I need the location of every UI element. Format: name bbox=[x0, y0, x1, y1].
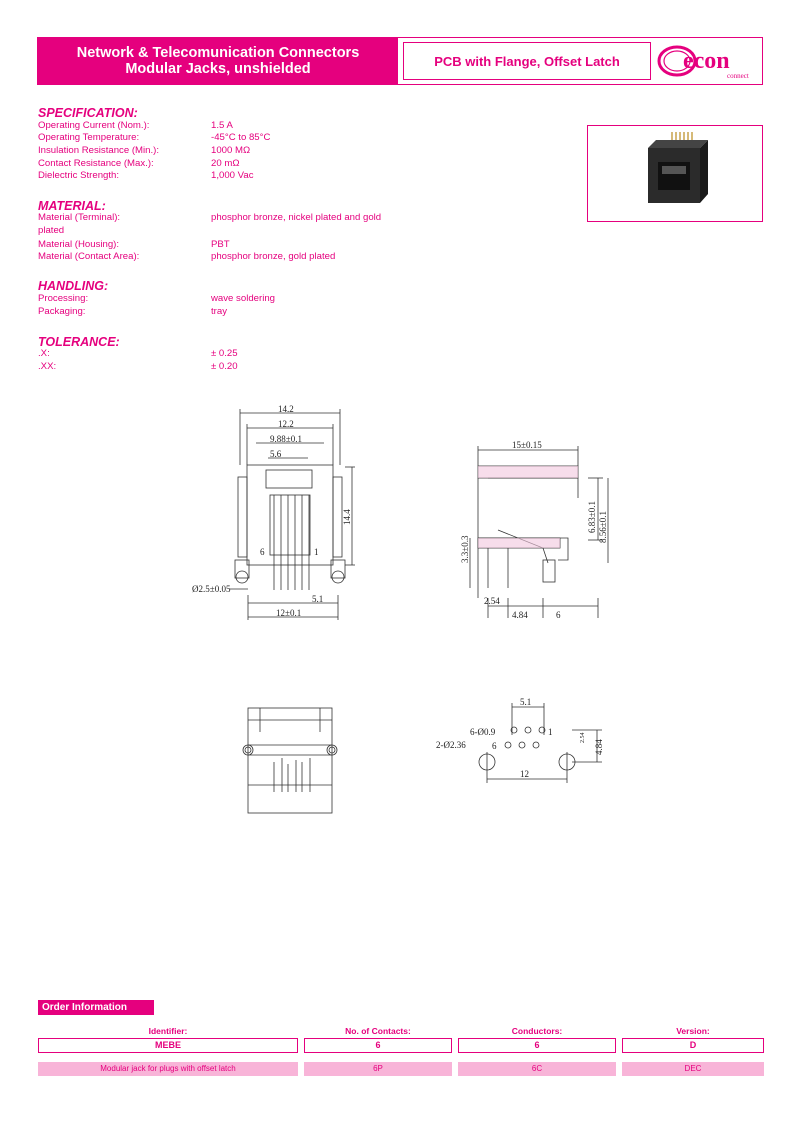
order-value-conductors: 6 bbox=[458, 1038, 616, 1053]
order-desc-version: DEC bbox=[622, 1062, 764, 1076]
product-photo bbox=[588, 126, 764, 223]
dim-side-h1: 6.83±0.1 bbox=[587, 501, 597, 533]
dim-side-depth: 15±0.15 bbox=[512, 440, 542, 450]
order-header-version: Version: bbox=[676, 1026, 710, 1036]
header-title-line1: Network & Telecomunication Connectors bbox=[76, 45, 360, 61]
dim-front-latch: 5.6 bbox=[270, 449, 282, 459]
specification-title: SPECIFICATION: bbox=[38, 106, 138, 120]
dim-front-hole: Ø2.5±0.05 bbox=[192, 584, 231, 594]
bottom-view-drawing bbox=[230, 700, 350, 820]
dim-fp-large-holes: 2-Ø2.36 bbox=[436, 740, 466, 750]
pin-last-label: 1 bbox=[314, 547, 319, 557]
product-photo-frame bbox=[587, 125, 763, 222]
order-value-version: D bbox=[622, 1038, 764, 1053]
pin-first-label: 6 bbox=[260, 547, 265, 557]
dim-side-row: 4.84 bbox=[512, 610, 528, 620]
fp-pin-first-label: 6 bbox=[492, 741, 497, 751]
material-title: MATERIAL: bbox=[38, 199, 106, 213]
dim-side-back: 6 bbox=[556, 610, 561, 620]
fp-pin-last-label: 1 bbox=[548, 727, 553, 737]
order-desc-contacts: 6P bbox=[304, 1062, 452, 1076]
order-title: Order Information bbox=[38, 1000, 154, 1015]
dim-front-height: 14.4 bbox=[342, 509, 352, 525]
dim-side-h3: 3.3±0.3 bbox=[460, 535, 470, 563]
side-view-drawing bbox=[448, 438, 618, 623]
order-desc-identifier: Modular jack for plugs with offset latch bbox=[38, 1062, 298, 1076]
order-desc-conductors: 6C bbox=[458, 1062, 616, 1076]
header-subtitle: PCB with Flange, Offset Latch bbox=[403, 42, 651, 80]
header-title bbox=[38, 38, 398, 84]
order-header-identifier: Identifier: bbox=[148, 1026, 188, 1036]
dim-front-body: 12.2 bbox=[278, 419, 294, 429]
footprint-drawing bbox=[432, 695, 612, 795]
dim-front-overall: 14.2 bbox=[278, 405, 294, 414]
dim-fp-row: 4.84 bbox=[594, 739, 604, 755]
front-view-drawing bbox=[190, 405, 370, 625]
dim-front-contacts: 9.88±0.1 bbox=[270, 434, 302, 444]
dim-front-offset: 5.1 bbox=[312, 594, 324, 604]
header-title-line2: Modular Jacks, unshielded bbox=[125, 61, 311, 77]
order-header-conductors: Conductors: bbox=[511, 1026, 563, 1036]
tolerance-title: TOLERANCE: bbox=[38, 335, 120, 349]
dim-front-pegs: 12±0.1 bbox=[276, 608, 302, 618]
order-header-contacts: No. of Contacts: bbox=[345, 1026, 411, 1036]
order-value-identifier: MEBE bbox=[38, 1038, 298, 1053]
handling-title: HANDLING: bbox=[38, 279, 109, 293]
order-value-contacts: 6 bbox=[304, 1038, 452, 1053]
logo-text: econ bbox=[683, 48, 730, 74]
logo-subtext: connect bbox=[727, 72, 749, 80]
econ-logo bbox=[657, 42, 759, 80]
dim-fp-width: 5.1 bbox=[520, 697, 532, 707]
dim-side-pitch: 2.54 bbox=[484, 596, 500, 606]
dim-fp-pegs: 12 bbox=[520, 769, 529, 779]
dim-fp-small-holes: 6-Ø0.9 bbox=[470, 727, 496, 737]
dim-fp-row-pitch: 2.54 bbox=[580, 732, 586, 743]
dim-side-h2: 8.56±0.1 bbox=[598, 511, 608, 543]
